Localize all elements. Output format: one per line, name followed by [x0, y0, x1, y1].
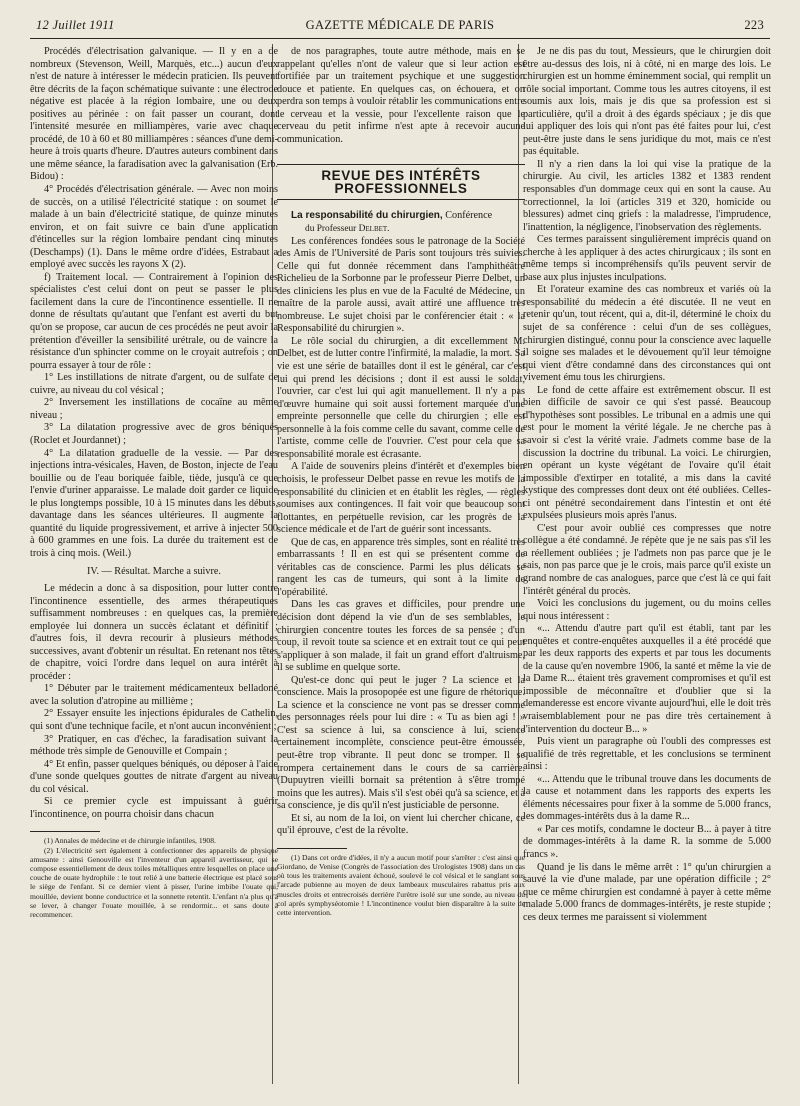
paragraph: 4° Procédés d'électrisation générale. — Avec non moins de succès, on a utilisé l'électricité statique : on soumet le malade à un bain d'électricité statique, de quinze minutes environ, et on fait suivre ce bain d'une application d'étincelles sur la région lombaire pendant cinq minutes (Deschamps) (1). Dans le même ordre d'idées, Estrabaut a employé avec succès les rayons X (2). — [30, 184, 278, 271]
footnote: (1) Annales de médecine et de chirurgie infantiles, 1908. — [44, 836, 216, 846]
paragraph: 3° La dilatation progressive avec de gros béniqués (Roclet et Jourdannet) ; — [30, 422, 278, 446]
paragraph: Les conférences fondées sous le patronage de la Société des Amis de l'Université de Paris sont toujours très suivies. Celle qui fut donnée récemment dans l'amphithéâtre Richelieu de la Sorbonne par le professeur Pierre Delbet, un des cliniciens les plus en vue de la Faculté de Médecine, un maître de la parole aussi, avait attiré une affluence très nombreuse. Le sujet choisi par le conférencier était : « la Responsabilité du chirurgien ». — [277, 235, 525, 335]
paragraph: Le rôle social du chirurgien, a dit excellemment M. Delbet, est de lutter contre l'infirmité, la maladie, la mort. Sa vie est une série de batailles dont il est le général, car c'est lui qui prend les décisions ; dont il est aussi le soldat, l'ouvrier, car c'est lui qui agit manuellement. Il n'y a pas d'œuvre humaine qui soit aussi fortement marquée d'une empreinte personnelle que celle du chirurgien ; elle est personnelle à la fois comme celle du savant, comme celle de l'artiste, comme celle de l'ouvrier. C'est pour cela que sa responsabilité morale est écrasante. — [277, 335, 525, 460]
paragraph: 4° Et enfin, passer quelques béniqués, ou déposer à l'aide d'une sonde quelques gouttes de nitrate d'argent au niveau du col vésical. — [30, 758, 278, 795]
paragraph: Et si, au nom de la loi, on vient lui chercher chicane, ce qu'il éprouve, c'est de la révolte. — [277, 812, 525, 837]
paragraph: 2° Inversement les instillations de cocaïne au même niveau ; — [30, 397, 278, 421]
paragraph: Puis vient un paragraphe où l'oubli des compresses est qualifié de très regrettable, et les conclusions se terminent ainsi : — [523, 736, 771, 773]
paragraph: «... Attendu d'autre part qu'il est établi, tant par les enquêtes et contre-enquêtes auxquelles il a été procédé que par les deux rapports des experts et par tous les documents de la cause qu'en novembre 1906, la santé et même la vie de la Dame R... étaient très gravement compromises et qu'il est impossible de méconnaître et d'oublier que si la demanderesse est encore vivante aujourd'hui, elle le doit très vraisemblablement pour ne pas dire très certainement à l'intervention du docteur B... » — [523, 623, 771, 735]
issue-date: 12 Juillet 1911 — [36, 18, 115, 32]
paragraph: A l'aide de souvenirs pleins d'intérêt et d'exemples bien choisis, le professeur Delbet passe en revue les motifs de la responsabilité du clinicien et en établit les règles, — règles soumises aux contingences. Il fait voir que beaucoup sont flottantes, en perpétuelle revision, car les progrès de la science médicale et de l'art de guérir sont incessants. — [277, 461, 525, 536]
paragraph: Que de cas, en apparence très simples, sont en réalité très embarrassants ! Il en est qui se présentent comme de véritables cas de conscience. Parmi les plus délicats se rangent les cas de tumeurs, qui sont à la limite de l'opérabilité. — [277, 536, 525, 598]
paragraph: « Par ces motifs, condamne le docteur B... à payer à titre de dommages-intérêts à la dame R. la somme de 5.000 francs ». — [523, 823, 771, 860]
paragraph: Il n'y a rien dans la loi qui vise la pratique de la chirurgie. Au civil, les articles 1382 et 1383 rendent responsables d'un dommage ceux qui en sont la cause. Au correctionnel, la loi (articles 319 et 320, homicide ou blessures) admet cinq griefs : la maladresse, l'imprudence, l'inattention, la négligence, l'inobservation des règlements. — [523, 158, 771, 233]
column-left — [30, 46, 278, 919]
column-right — [523, 46, 771, 924]
page-header — [30, 16, 770, 39]
footnote-rule — [30, 831, 100, 832]
article-subtitle: Conférence — [445, 210, 493, 222]
column-middle — [277, 46, 525, 917]
paragraph: Si ce premier cycle est impuissant à guérir l'incontinence, on pourra choisir dans chacun — [30, 796, 278, 820]
journal-title: GAZETTE MÉDICALE DE PARIS — [305, 18, 495, 32]
footnote-rule — [277, 848, 347, 849]
paragraph: 3° Pratiquer, en cas d'échec, la faradisation suivant la méthode très simple de Genouville et Compain ; — [30, 733, 278, 758]
footnote: (2) L'électricité sert également à confectionner des appareils de physique amusante : ainsi Genouville est l'inventeur d'un appareil avertisseur, qui se compose essentiellement de deux toiles métalliques entre lesquelles on place une couche de ouate hydrophile : le tout relié à une batterie électrique est placé sous le siège de l'enfant. Si ce dernier vient à pisser, l'urine imbibe l'ouate qui, mouillée, devient bonne conductrice et la sonnette retentit. L'enfant n'a plus qu'à se lever, à changer l'ouate mouillée, à se rendormir... et sans doute à recommencer. — [30, 845, 278, 919]
paragraph: 1° Débuter par le traitement médicamenteux belladoné avec la solution d'atropine au millième ; — [30, 683, 278, 707]
paragraph: 1° Les instillations de nitrate d'argent, ou de sulfate de cuivre, au niveau du col vésical ; — [30, 372, 278, 396]
paragraph: Le médecin a donc à sa disposition, pour lutter contre l'incontinence essentielle, des armes thérapeutiques suffisamment nombreuses : en quelques cas, la première employée lui donnera un succès éclatant et définitif ; d'autres fois, il devra recourir à plusieurs méthodes successives, avant d'obtenir un résultat. En retenant nos têtes de chapitre, voici l'ordre dans lequel on aura intérêt à procéder : — [30, 582, 278, 682]
paragraph: Dans les cas graves et difficiles, pour prendre une décision dont dépend la vie d'un de ses semblables, le chirurgien concentre toutes les forces de sa pensée ; d'un coup, il revoit toute sa science et en extrait tout ce qui peut s'appliquer à son malade, il fait un grand effort d'altruisme, il se sublime en quelque sorte. — [277, 599, 525, 674]
byline-prefix: du Professeur — [305, 224, 357, 235]
article-heading — [277, 210, 525, 235]
paragraph: Quand je lis dans le même arrêt : 1° qu'un chirurgien a sauvé la vie d'une malade, par une opération difficile ; 2° que ce même chirurgien est condamné à payer à cette même malade 5.000 francs de dommages-intérêts, je reste stupide ; ces deux termes me paraissent si violemment — [523, 861, 771, 923]
article-author: Delbet. — [358, 224, 390, 235]
page-number: 223 — [744, 18, 764, 32]
paragraph: de nos paragraphes, toute autre méthode, mais en se rappelant qu'elles n'ont de valeur que si leur action est fortifiée par un traitement psychique et une suggestion douce et patiente. En quelques cas, on échouera, et on perdra son temps à vouloir rétablir les communications entre le cerveau et la vessie, pour l'excellente raison que le cerveau du petit infirme n'est apte à recevoir aucune communication. — [277, 46, 525, 145]
article-byline — [277, 223, 525, 236]
paragraph: Je ne dis pas du tout, Messieurs, que le chirurgien doit être au-dessus des lois, ni à côté, ni en marge des lois. Le chirurgien est un homme éminemment social, qui remplit un rôle social important. Comme tous les autres citoyens, il est soumis aux lois, mais je dis que sa profession est si particulière, qu'il a droit à des égards spéciaux ; je dis que lui appliquer des lois qui n'ont pas été faites pour lui, c'est peut-être juste dans le sens juridique du mot, mais ce n'est pas équitable. — [523, 46, 771, 158]
paragraph: Et l'orateur examine des cas nombreux et variés où la responsabilité du médecin a été discutée. Il ne veut en retenir qu'un, tout récent, qui a, dit-il, déterminé le choix du sujet de sa conférence : celui d'un de ses collègues, chirurgien distingué, connu pour la conscience avec laquelle il soigne ses malades et le dévouement qu'il leur témoigne qui vient d'être condamné dans des circonstances qui ont vivement ému tous les chirurgiens. — [523, 284, 771, 384]
paragraph: Le fond de cette affaire est extrêmement obscur. Il est bien difficile de savoir ce qui s'est passé. Beaucoup d'hypothèses sont possibles. Le tribunal en a admis une qui est pour le moment la vérité légale. Je ne cherche pas à savoir si c'est la vérité vraie. J'admets comme base de la discussion la doctrine du tribunal. La voici. Le chirurgien, en opérant un kyste végétant de l'ovaire qu'il était impossible d'extirper en totalité, a mis dans la cavité kystique des compresses dont deux ont été oubliées. Celles-ci ont pénétré secondairement dans l'intestin et ont été expulsées plusieurs mois après l'anus. — [523, 384, 771, 522]
paragraph: Qu'est-ce donc qui peut le juger ? La science et la conscience. Mais la prosopopée est une figure de rhétorique. La science et la conscience ne vont pas se dresser comme des personnages réels pour lui dire : « Tu as bien agi ! » C'est sa science à lui, sa conscience à lui, science certainement incomplète, conscience peut-être émoussée, peut-être trop vibrante. Il peut donc se tromper. Il se trompera certainement dans le cours de sa carrière. (Dupuytren vieilli bornait sa prétention à s'être trompé moins que les autres). Mais s'il s'est obéi qu'à sa science, et à sa conscience, je dis qu'il n'est justiciable de personne. — [277, 674, 525, 812]
section-heading: IV. — Résultat. Marche a suivre. — [87, 566, 221, 578]
section-title: REVUE DES INTÉRÊTS PROFESSIONNELS — [277, 164, 525, 200]
paragraph: Ces termes paraissent singulièrement imprécis quand on cherche à les appliquer à des actes chirurgicaux ; ils sont en même temps si incompréhensifs qu'ils peuvent servir de base aux plus injustes inculpations. — [523, 234, 771, 283]
paragraph: Voici les conclusions du jugement, ou du moins celles qui nous intéressent : — [523, 598, 771, 622]
footnote: (1) Dans cet ordre d'idées, il n'y a aucun motif pour s'arrêter : c'est ainsi que Giordano, de Venise (Congrès de l'association des Urologistes 1908) dans un cas où tous les traitements avaient échoué, soulevé le col vésical et le sanglant sous l'arcade pubienne au moyen de deux lambeaux musculaires rabattus pris aux muscles droits et entrecroisés derrière l'urètre isolé sur une sonde, au niveau du col après symphyséotomie ! L'incontinence voulut bien disparaître à la suite de cette intervention. — [277, 852, 525, 918]
paragraph: Procédés d'électrisation galvanique. — Il y en a de nombreux (Stevenson, Weill, Marquès, etc...) aucun d'eux n'est de nature à intéresser le médecin praticien. Ils peuvent être décrits de la façon schématique suivante : une électrode négative est placée à la région lombaire, une ou deux positives au périnée : on fait passer un courant, dont l'intensité mesurée en milliampères, varie avec chaque procédé, de 10 à 60 et 80 milliampères : séances d'une demi-heure à trois quarts d'heure. D'autres auteurs combinent dans une même séance, la faradisation avec la galvanisation (Erb. Bidou) : — [30, 46, 278, 183]
article-title: La responsabilité du chirurgien, — [291, 210, 443, 222]
paragraph: C'est pour avoir oublié ces compresses que notre collègue a été condamné. Je répète que je ne sais pas s'il les a réellement oubliées ; je l'admets non pas parce que je le sais, non pas parce que je le crois, mais parce qu'il existe un grand nombre de cas analogues, parce que c'est là ce qui fait l'intérêt général du procès. — [523, 522, 771, 597]
paragraph: 4° La dilatation graduelle de la vessie. — Par des injections intra-vésicales, Haven, de Boston, injecte de l'eau bouillie ou de l'eau boriquée faible, tiède, jusqu'à ce que l'envie d'uriner apparaisse. Le malade doit garder ce liquide le plus longtemps possible, 10 à 15 minutes dans les débuts, davantage dans les séances ultérieures. Il augmente la quantité du liquide progressivement, et arrive à injecter 500 à 600 grammes en une fois. La durée du traitement est de trois à cinq mois. (Weil.) — [30, 447, 278, 559]
paragraph: 2° Essayer ensuite les injections épidurales de Cathelin, qui sont d'une technique facile, et n'ont aucun inconvénient ; — [30, 708, 278, 732]
paragraph: f) Traitement local. — Contrairement à l'opinion des spécialistes c'est celui dont on peut se passer le plus facilement dans la cure de l'incontinence essentielle. Il ne donne de résultats qu'autant que l'enfant est averti du but qu'on se propose, car aucun de ces procédés ne peut avoir la prétention d'éveiller la sensibilité urétrale, ou de vaincre la résistance d'un sphincter comme on le croyait autrefois ; on pourra essayer à tour de rôle : — [30, 271, 278, 371]
paragraph: «... Attendu que le tribunal trouve dans les documents de la cause et notamment dans les rapports des experts les éléments nécessaires pour fixer à la somme de 5.000 francs, les dommages-intérêts dus à la dame R... — [523, 773, 771, 823]
